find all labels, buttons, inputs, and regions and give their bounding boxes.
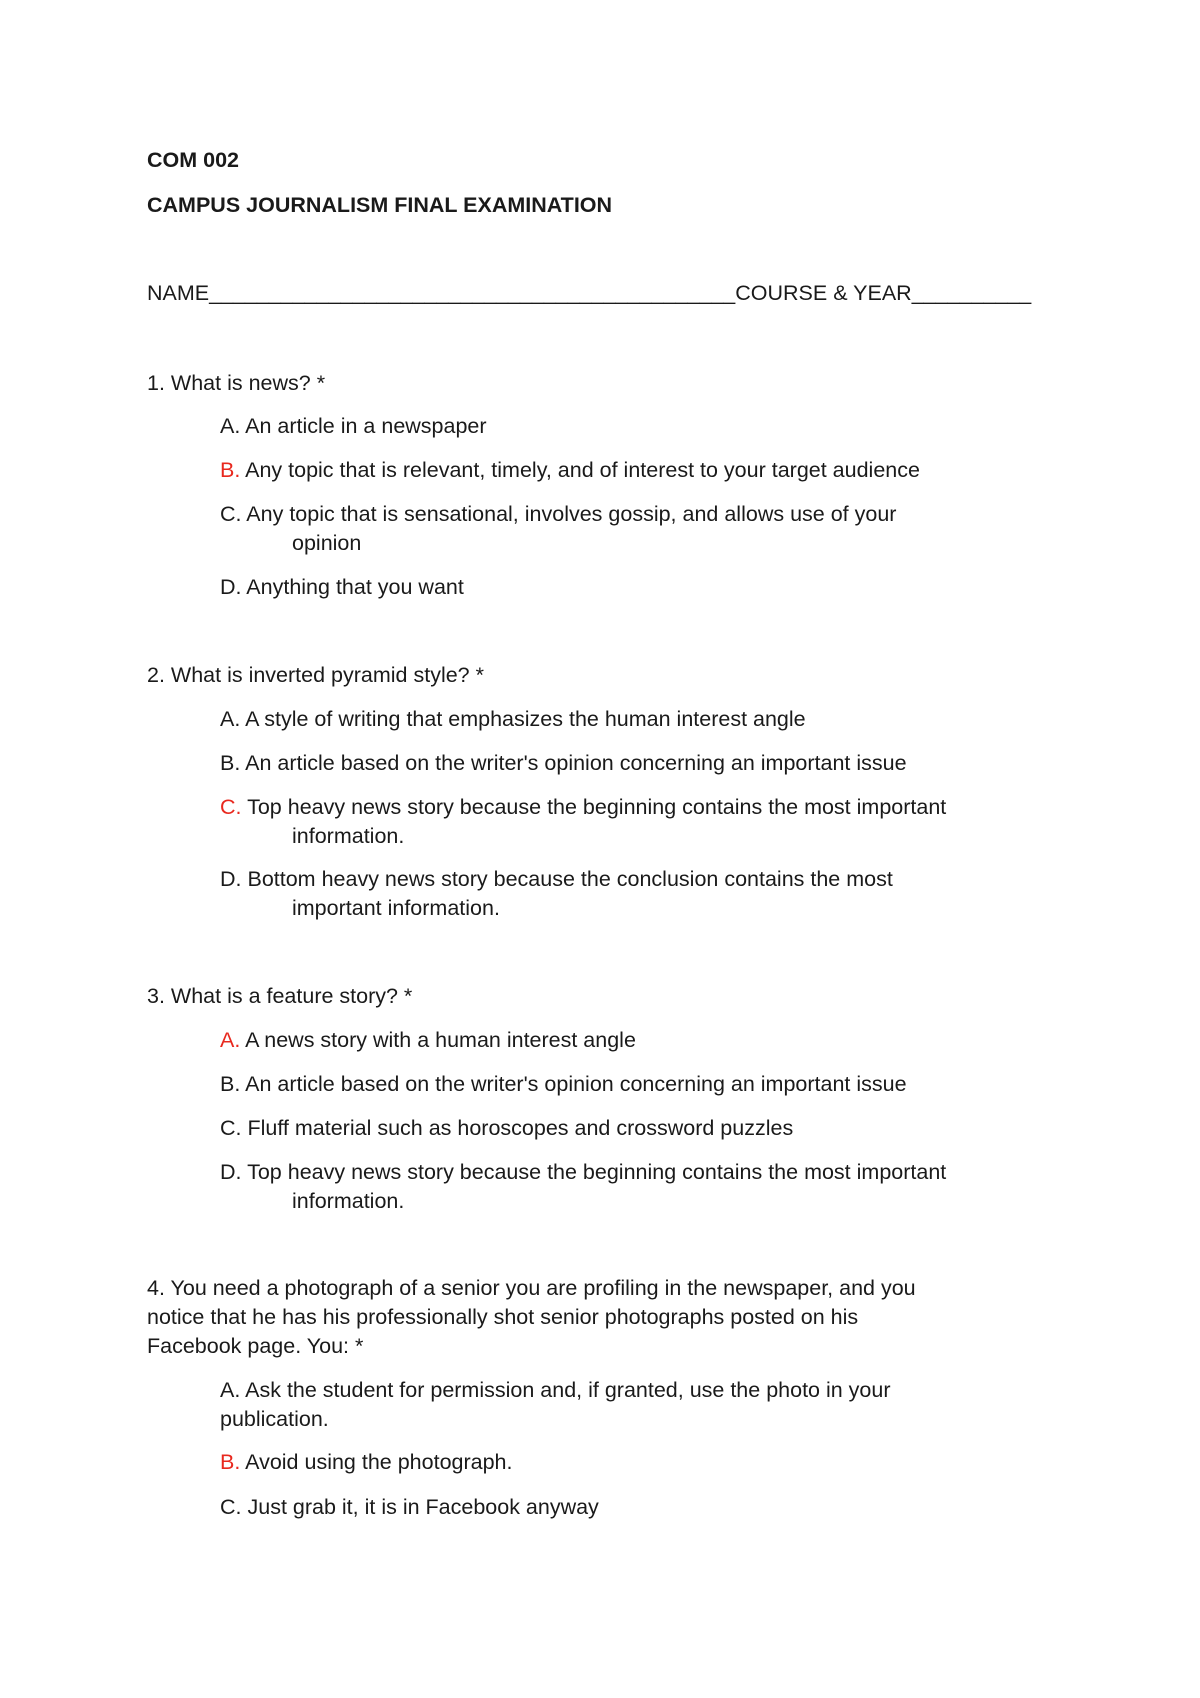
q2-option-d[interactable]: [220, 865, 1060, 923]
option-text: Ask the student for permission and, if granted, use the photo in your: [245, 1378, 891, 1402]
question-number: 1.: [147, 371, 165, 395]
option-text: Top heavy news story because the beginning contains the most important: [247, 1160, 947, 1184]
option-text: Bottom heavy news story because the conclusion contains the most: [247, 867, 893, 891]
q4-option-c[interactable]: [220, 1493, 1060, 1522]
option-letter-correct: C.: [220, 795, 242, 819]
option-text-continued: important information.: [292, 896, 500, 920]
option-letter: B.: [220, 1072, 241, 1096]
question-text: What is news? *: [170, 371, 326, 395]
q1-option-b[interactable]: [220, 456, 1060, 485]
option-text-continued: information.: [292, 1189, 405, 1213]
option-text: Avoid using the photograph.: [245, 1450, 513, 1474]
option-letter: A.: [220, 1378, 241, 1402]
name-course-line: [147, 281, 1031, 306]
q4-option-a[interactable]: [220, 1376, 1060, 1434]
exam-title: CAMPUS JOURNALISM FINAL EXAMINATION: [147, 193, 613, 217]
option-letter: C.: [220, 1116, 242, 1140]
question-text-line-3: Facebook page. You: *: [147, 1334, 364, 1358]
q3-option-c[interactable]: [220, 1114, 1060, 1143]
option-text: Anything that you want: [246, 575, 464, 599]
course-year-blank[interactable]: __________: [911, 281, 1032, 305]
option-letter-correct: B.: [220, 458, 241, 482]
option-text: An article based on the writer's opinion concerning an important issue: [245, 1072, 907, 1096]
option-letter: C.: [220, 1495, 242, 1519]
option-text: A news story with a human interest angle: [245, 1028, 636, 1052]
option-letter: C.: [220, 502, 242, 526]
option-text: An article in a newspaper: [245, 414, 487, 438]
course-code: COM 002: [147, 148, 240, 172]
question-2: [147, 661, 1067, 690]
question-number: 3.: [147, 984, 165, 1008]
question-text: What is a feature story? *: [170, 984, 413, 1008]
q3-option-d[interactable]: [220, 1158, 1060, 1216]
q2-option-b[interactable]: [220, 749, 1060, 778]
q4-option-b[interactable]: [220, 1448, 1060, 1477]
option-letter: A.: [220, 414, 241, 438]
option-text: Fluff material such as horoscopes and crossword puzzles: [247, 1116, 794, 1140]
name-blank[interactable]: ____________________________________________: [209, 281, 736, 305]
q2-option-c[interactable]: [220, 793, 1060, 851]
question-text-line-2: notice that he has his professionally shot senior photographs posted on his: [147, 1305, 859, 1329]
option-text: Any topic that is relevant, timely, and of interest to your target audience: [245, 458, 920, 482]
question-text: What is inverted pyramid style? *: [170, 663, 484, 687]
question-3: [147, 982, 1067, 1011]
option-text: Just grab it, it is in Facebook anyway: [247, 1495, 599, 1519]
q1-option-c[interactable]: [220, 500, 1060, 558]
question-number: 2.: [147, 663, 165, 687]
name-label: NAME: [147, 281, 210, 305]
option-letter: D.: [220, 1160, 242, 1184]
q3-option-b[interactable]: [220, 1070, 1060, 1099]
question-number: 4.: [147, 1276, 165, 1300]
option-text: Any topic that is sensational, involves gossip, and allows use of your: [246, 502, 897, 526]
question-text-line-1: You need a photograph of a senior you are profiling in the newspaper, and you: [170, 1276, 916, 1300]
option-text-continued: publication.: [220, 1407, 329, 1431]
q1-option-a[interactable]: [220, 412, 1060, 441]
question-1: [147, 369, 1067, 398]
option-letter: D.: [220, 867, 242, 891]
option-letter-correct: B.: [220, 1450, 241, 1474]
q1-option-d[interactable]: [220, 573, 1060, 602]
option-text-continued: information.: [292, 824, 405, 848]
option-text-continued: opinion: [292, 531, 362, 555]
option-letter-correct: A.: [220, 1028, 241, 1052]
option-letter: B.: [220, 751, 241, 775]
option-letter: A.: [220, 707, 241, 731]
q3-option-a[interactable]: [220, 1026, 1060, 1055]
option-letter: D.: [220, 575, 242, 599]
question-4: [147, 1274, 1067, 1361]
q2-option-a[interactable]: [220, 705, 1060, 734]
option-text: An article based on the writer's opinion concerning an important issue: [245, 751, 907, 775]
option-text: Top heavy news story because the beginning contains the most important: [247, 795, 947, 819]
option-text: A style of writing that emphasizes the human interest angle: [245, 707, 806, 731]
course-year-label: COURSE & YEAR: [735, 281, 912, 305]
